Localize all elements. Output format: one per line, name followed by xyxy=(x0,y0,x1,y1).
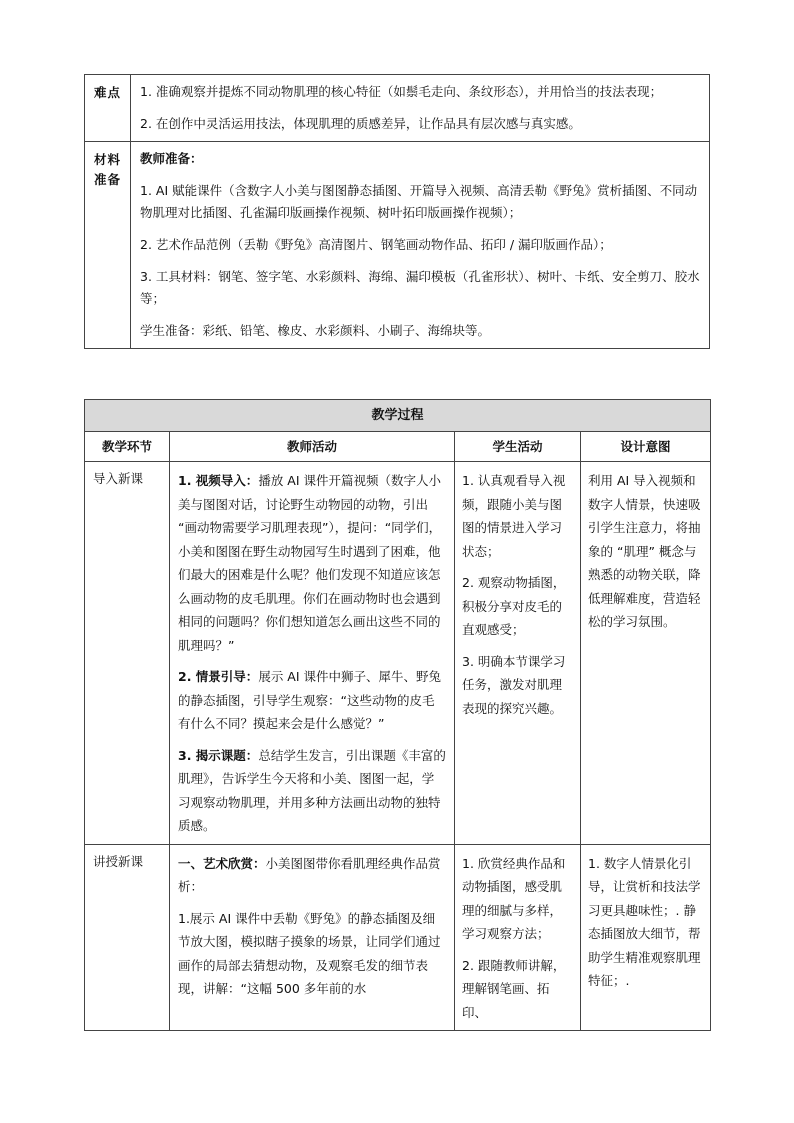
teacher-step-text: 1.展示 AI 课件中丢勒《野兔》的静态插图及细节放大图，模拟瞎子摸象的场景，让同学们通过画作的局部去猜想动物，及观察毛发的细节表现，讲解：“这幅 500 多年前的水 xyxy=(178,910,441,996)
difficulty-item-2: 2. 在创作中灵活运用技法，体现肌理的质感差异，让作品具有层次感与真实感。 xyxy=(140,116,581,131)
teacher-prep-item-2: 2. 艺术作品范例（丢勒《野兔》高清图片、钢笔画动物作品、拓印 / 漏印版画作品）； xyxy=(140,237,612,252)
difficulty-item-1: 1. 准确观察并提炼不同动物肌理的核心特征（如鬃毛走向、条纹形态），并用恰当的技法表现； xyxy=(140,84,663,99)
table-row xyxy=(85,844,711,1031)
student-activity-intro xyxy=(455,462,581,845)
teacher-prep-item-1: 1. AI 赋能课件（含数字人小美与图图静态插图、开篇导入视频、高清丢勒《野兔》赏析插图、不同动物肌理对比插图、孔雀漏印版画操作视频、树叶拓印版画操作视频）； xyxy=(140,183,698,220)
teaching-process-table xyxy=(84,399,711,1031)
materials-label xyxy=(85,142,131,349)
design-intent-new-lesson: 1. 数字人情景化引导，让赏析和技法学习更具趣味性；. 静态插图放大细节，帮助学生精准观察肌理特征；. xyxy=(581,844,711,1031)
student-step: 2. 跟随教师讲解，理解钢笔画、拓印、 xyxy=(462,957,566,1020)
teacher-step xyxy=(178,744,446,838)
teacher-activity-new-lesson xyxy=(170,844,455,1031)
teacher-step xyxy=(178,665,446,736)
teacher-step-heading: 1. 视频导入： xyxy=(178,473,259,488)
teacher-prep-heading: 教师准备： xyxy=(140,151,203,166)
student-step: 1. 认真观看导入视频，跟随小美与图图的情景进入学习状态； xyxy=(462,473,566,559)
teacher-step-heading: 一、艺术欣赏： xyxy=(178,855,266,871)
teacher-step-heading: 3. 揭示课题： xyxy=(178,747,259,763)
header-stage: 教学环节 xyxy=(85,432,170,462)
student-step: 1. 欣赏经典作品和动物插图，感受肌理的细腻与多样，学习观察方法； xyxy=(462,855,566,941)
student-prep: 学生准备：彩纸、铅笔、橡皮、水彩颜料、小刷子、海绵块等。 xyxy=(140,323,491,338)
preparation-table xyxy=(84,74,710,349)
stage-intro: 导入新课 xyxy=(85,462,170,845)
teacher-step-heading: 2. 情景引导： xyxy=(178,669,259,684)
student-step: 2. 观察动物插图，积极分享对皮毛的直观感受； xyxy=(462,575,566,637)
difficulty-content xyxy=(131,75,710,142)
materials-row xyxy=(85,142,710,349)
teacher-step-text: 展示 AI 课件中狮子、犀牛、野兔的静态插图，引导学生观察：“这些动物的皮毛有什么不同？摸起来会是什么感觉？” xyxy=(178,669,441,731)
design-intent-intro: 利用 AI 导入视频和数字人情景，快速吸引学生注意力，将抽象的 “肌理” 概念与熟悉的动物关联，降低理解难度，营造轻松的学习氛围。 xyxy=(581,462,711,845)
process-title: 教学过程 xyxy=(85,400,711,432)
process-header-row xyxy=(85,432,711,462)
header-teacher-activity: 教师活动 xyxy=(170,432,455,462)
materials-content xyxy=(131,142,710,349)
teacher-step-text: 总结学生发言，引出课题《丰富的肌理》，告诉学生今天将和小美、图图一起，学习观察动物肌理，并用多种方法画出动物的独特质感。 xyxy=(178,747,446,833)
teacher-step-text: 小美图图带你看肌理经典作品赏析： xyxy=(178,855,441,894)
materials-label-line1: 材料 xyxy=(94,152,122,167)
header-design-intent: 设计意图 xyxy=(581,432,711,462)
header-student-activity: 学生活动 xyxy=(455,432,581,462)
stage-new-lesson: 讲授新课 xyxy=(85,844,170,1031)
teacher-step xyxy=(178,469,446,657)
teacher-step-text: 播放 AI 课件开篇视频（数字人小美与图图对话，讨论野生动物园的动物，引出 “画动物需要学习肌理表现”），提问：“同学们，小美和图图在野生动物园写生时遇到了困难，他们最大的困难是什么呢？他们发现不知道应该怎么画动物的皮毛肌理。你们在画动物时也会遇到相同的问题吗？你们想知道怎么画出这些不同的肌理吗？” xyxy=(178,473,442,653)
table-row xyxy=(85,462,711,845)
teacher-step xyxy=(178,907,446,1001)
teacher-activity-intro xyxy=(170,462,455,845)
difficulty-label xyxy=(85,75,131,142)
difficulty-label-text: 难点 xyxy=(94,85,122,100)
student-step: 3. 明确本节课学习任务，激发对肌理表现的探究兴趣。 xyxy=(462,653,566,716)
student-activity-new-lesson xyxy=(455,844,581,1031)
teacher-prep-item-3: 3. 工具材料：钢笔、签字笔、水彩颜料、海绵、漏印模板（孔雀形状）、树叶、卡纸、安全剪刀、胶水等； xyxy=(140,269,700,306)
materials-label-line2: 准备 xyxy=(94,172,122,187)
teacher-step xyxy=(178,852,446,899)
difficulty-row xyxy=(85,75,710,142)
